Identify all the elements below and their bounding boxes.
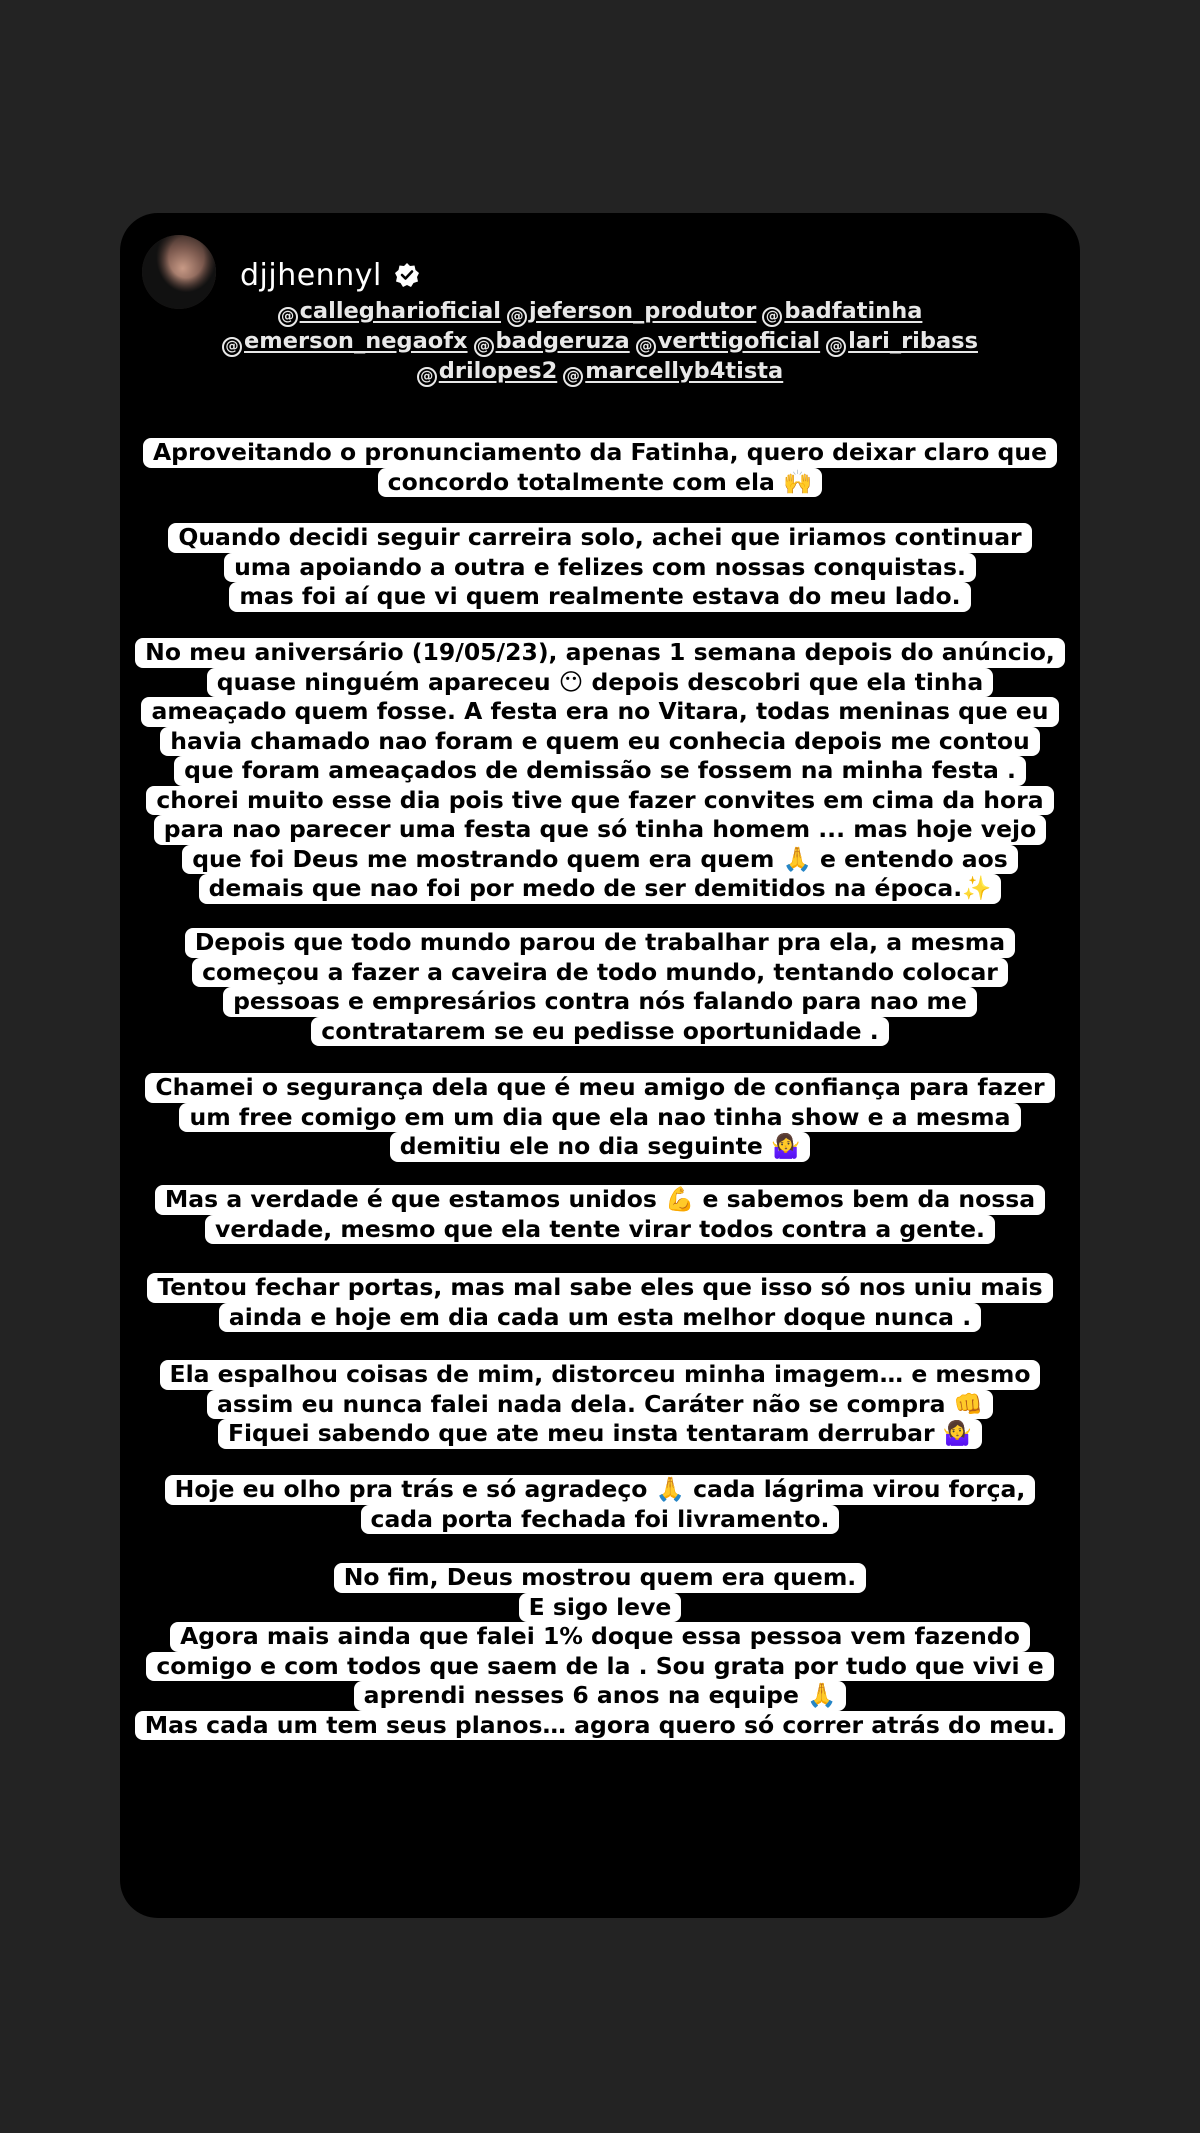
- story-text-line: mas foi aí que vi quem realmente estava do meu lado.: [229, 582, 970, 612]
- threads-icon: @: [563, 367, 583, 387]
- mention-row: [120, 298, 1080, 327]
- threads-icon: @: [474, 337, 494, 357]
- story-text-block: [120, 1273, 1080, 1332]
- mention-tag[interactable]: @ emerson_negaofx: [222, 328, 468, 357]
- mention-tag[interactable]: @ lari_ribass: [826, 328, 978, 357]
- story-text-line: ameaçado quem fosse. A festa era no Vitara, todas meninas que eu: [141, 697, 1058, 727]
- story-text-block: [120, 1185, 1080, 1244]
- story-text-line: um free comigo em um dia que ela nao tinha show e a mesma: [179, 1103, 1020, 1133]
- story-text-line: E sigo leve: [519, 1593, 682, 1623]
- story-text-line: demais que nao foi por medo de ser demitidos na época.✨: [199, 874, 1002, 904]
- story-text-line: No meu aniversário (19/05/23), apenas 1 semana depois do anúncio,: [135, 638, 1065, 668]
- story-text-line: Quando decidi seguir carreira solo, achei que iriamos continuar: [168, 523, 1031, 553]
- story-text-block: [120, 438, 1080, 497]
- story-text-line: Tentou fechar portas, mas mal sabe eles que isso só nos uniu mais: [147, 1273, 1052, 1303]
- story-text-line: começou a fazer a caveira de todo mundo, tentando colocar: [192, 958, 1008, 988]
- story-text-line: concordo totalmente com ela 🙌: [378, 468, 823, 498]
- mention-row: [120, 328, 1080, 357]
- story-text-line: Fiquei sabendo que ate meu insta tentaram derrubar 🤷‍♀️: [218, 1419, 982, 1449]
- mention-row: [120, 358, 1080, 387]
- threads-icon: @: [826, 337, 846, 357]
- threads-icon: @: [278, 307, 298, 327]
- mention-tag[interactable]: @ badgeruza: [474, 328, 630, 357]
- story-text-line: uma apoiando a outra e felizes com nossas conquistas.: [224, 553, 976, 583]
- story-text-line: contratarem se eu pedisse oportunidade .: [311, 1017, 888, 1047]
- mention-tag[interactable]: @ jeferson_produtor: [507, 298, 756, 327]
- story-text-block: [120, 638, 1080, 904]
- story-text-line: assim eu nunca falei nada dela. Caráter não se compra 👊: [207, 1390, 993, 1420]
- story-text-line: aprendi nesses 6 anos na equipe 🙏: [354, 1681, 847, 1711]
- story-text-line: Ela espalhou coisas de mim, distorceu minha imagem… e mesmo: [160, 1360, 1041, 1390]
- story-text-line: Chamei o segurança dela que é meu amigo de confiança para fazer: [145, 1073, 1054, 1103]
- story-text-line: pessoas e empresários contra nós falando para nao me: [223, 987, 977, 1017]
- story-text-line: cada porta fechada foi livramento.: [361, 1505, 840, 1535]
- story-text-line: demitiu ele no dia seguinte 🤷‍♀️: [390, 1132, 810, 1162]
- story-text-line: Aproveitando o pronunciamento da Fatinha, quero deixar claro que: [143, 438, 1057, 468]
- story-text-line: Hoje eu olho pra trás e só agradeço 🙏 cada lágrima virou força,: [165, 1475, 1036, 1505]
- story-text-block: [120, 928, 1080, 1046]
- username[interactable]: djjhennyl: [240, 257, 382, 293]
- story-text-line: ainda e hoje em dia cada um esta melhor doque nunca .: [219, 1303, 981, 1333]
- story-text-line: Depois que todo mundo parou de trabalhar pra ela, a mesma: [185, 928, 1015, 958]
- threads-icon: @: [417, 367, 437, 387]
- threads-icon: @: [636, 337, 656, 357]
- story-text-line: Mas cada um tem seus planos… agora quero só correr atrás do meu.: [135, 1711, 1065, 1741]
- threads-icon: @: [762, 307, 782, 327]
- story-text-block: [120, 523, 1080, 612]
- story-text-line: No fim, Deus mostrou quem era quem.: [334, 1563, 866, 1593]
- story-text-line: quase ninguém apareceu 😶 depois descobri que ela tinha: [207, 668, 993, 698]
- story-text-line: que foi Deus me mostrando quem era quem 🙏 e entendo aos: [182, 845, 1018, 875]
- story-text-line: verdade, mesmo que ela tente virar todos contra a gente.: [205, 1215, 995, 1245]
- mention-tag[interactable]: @ badfatinha: [762, 298, 922, 327]
- story-text-line: havia chamado nao foram e quem eu conhecia depois me contou: [160, 727, 1040, 757]
- threads-icon: @: [507, 307, 527, 327]
- mention-tag[interactable]: @ verttigoficial: [636, 328, 820, 357]
- story-text-line: para nao parecer uma festa que só tinha homem ... mas hoje vejo: [154, 815, 1046, 845]
- verified-badge-icon: [394, 262, 420, 288]
- username-row: [240, 257, 420, 293]
- threads-icon: @: [222, 337, 242, 357]
- story-text-line: comigo e com todos que saem de la . Sou grata por tudo que vivi e: [146, 1652, 1053, 1682]
- story-text-block: [120, 1563, 1080, 1740]
- story-text-line: Mas a verdade é que estamos unidos 💪 e sabemos bem da nossa: [155, 1185, 1045, 1215]
- mention-tag[interactable]: @ callegharioficial: [278, 298, 501, 327]
- story-text-block: [120, 1073, 1080, 1162]
- story-text-line: chorei muito esse dia pois tive que fazer convites em cima da hora: [146, 786, 1053, 816]
- story-text-line: Agora mais ainda que falei 1% doque essa pessoa vem fazendo: [170, 1622, 1030, 1652]
- mention-tag[interactable]: @ drilopes2: [417, 358, 558, 387]
- story-text-block: [120, 1360, 1080, 1449]
- story-text-block: [120, 1475, 1080, 1534]
- story-card: [120, 213, 1080, 1918]
- mention-tag[interactable]: @ marcellyb4tista: [563, 358, 783, 387]
- story-text-line: que foram ameaçados de demissão se fossem na minha festa .: [174, 756, 1026, 786]
